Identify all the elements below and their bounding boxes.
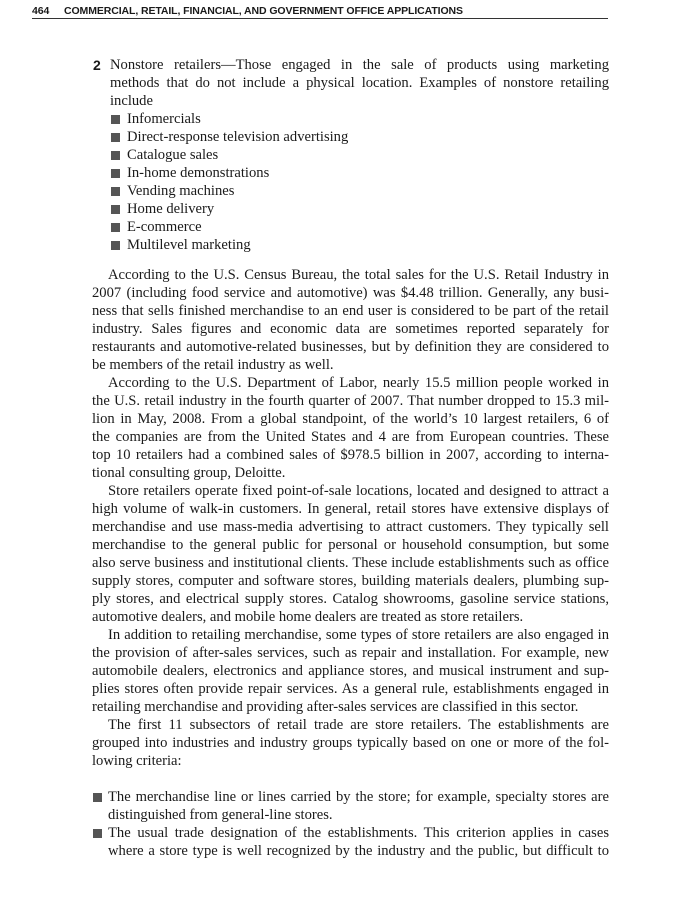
text-line: merchandise and use mass-media advertising to attract customers. They typically sell	[92, 519, 609, 535]
square-bullet-icon	[111, 169, 120, 178]
bullet-item	[111, 182, 609, 200]
bullet-text: Infomercials	[127, 111, 201, 127]
text-line: ness that sells finished merchandise to an end user is considered to be part of the retail	[92, 303, 609, 319]
criterion-item	[93, 788, 609, 824]
text-line: Nonstore retailers—Those engaged in the sale of products using marketing	[110, 57, 609, 73]
text-line: also serve business and institutional clients. These include establishments such as office	[92, 555, 609, 571]
text-line: 2007 (including food service and automotive) was $4.48 trillion. Generally, any busi-	[92, 285, 609, 301]
bullet-item	[111, 218, 609, 236]
bullet-text: E-commerce	[127, 219, 202, 235]
bullet-item	[111, 236, 609, 254]
paragraph	[92, 716, 609, 770]
text-line: The first 11 subsectors of retail trade are store retailers. The establishments are	[108, 717, 609, 733]
bullet-item	[111, 110, 609, 128]
bullet-text: Vending machines	[127, 183, 235, 199]
bullet-item	[111, 200, 609, 218]
text-line: automobile dealers, electronics and appliance stores, and musical instrument and sup-	[92, 663, 609, 679]
text-line: the U.S. retail industry in the fourth quarter of 2007. That number dropped to 15.3 mil-	[92, 393, 609, 409]
square-bullet-icon	[111, 115, 120, 124]
page-number: 464	[32, 5, 50, 17]
text-line: lion in May, 2008. From a global standpoint, of the world’s 10 largest retailers, 6 of	[92, 411, 609, 427]
text-line: The merchandise line or lines carried by the store; for example, specialty stores are	[108, 789, 609, 805]
text-line: high volume of walk-in customers. In general, retail stores have extensive displays of	[92, 501, 609, 517]
paragraph	[92, 374, 609, 482]
text-line: Store retailers operate fixed point-of-sale locations, located and designed to attract a	[108, 483, 609, 499]
bullet-text: Catalogue sales	[127, 147, 219, 163]
bullet-text: Multilevel marketing	[127, 237, 251, 253]
square-bullet-icon	[111, 241, 120, 250]
text-line: restaurants and automotive-related businesses, but by definition they are considered to	[92, 339, 609, 355]
text-line: ply stores, and electrical supply stores. Catalog showrooms, gasoline service stations,	[92, 591, 609, 607]
text-line: industry. Sales figures and economic data are sometimes reported separately for	[92, 321, 609, 337]
paragraph	[92, 482, 609, 626]
text-line: top 10 retailers had a combined sales of $978.5 billion in 2007, according to interna-	[92, 447, 609, 463]
text-line: where a store type is well recognized by the industry and the public, but difficult to	[108, 843, 609, 859]
text-line: be members of the retail industry as well.	[92, 357, 334, 373]
text-line: grouped into industries and industry groups typically based on one or more of the fol-	[92, 735, 609, 751]
text-line: retailing merchandise and providing after-sales services are classified in this sector.	[92, 699, 579, 715]
criterion-text	[108, 788, 609, 824]
bullet-text: Home delivery	[127, 201, 215, 217]
square-bullet-icon	[111, 223, 120, 232]
square-bullet-icon	[111, 187, 120, 196]
square-bullet-icon	[111, 205, 120, 214]
text-line: merchandise to the general public for personal or household consumption, but some	[92, 537, 609, 553]
text-line: include	[110, 93, 153, 109]
numbered-item-nonstore-retailers	[93, 56, 609, 254]
text-line: supply stores, computer and software stores, building materials dealers, plumbing sup-	[92, 573, 609, 589]
paragraph	[92, 266, 609, 374]
text-line: distinguished from general-line stores.	[108, 807, 333, 823]
chapter-title: COMMERCIAL, RETAIL, FINANCIAL, AND GOVERNMENT OFFICE APPLICATIONS	[64, 5, 463, 17]
text-line: automotive dealers, and mobile home dealers are treated as store retailers.	[92, 609, 524, 625]
text-line: The usual trade designation of the establishments. This criterion applies in cases	[108, 825, 609, 841]
text-line: methods that do not include a physical location. Examples of nonstore retailing	[110, 75, 609, 91]
text-line: According to the U.S. Census Bureau, the total sales for the U.S. Retail Industry in	[108, 267, 609, 283]
text-line: tional consulting group, Deloitte.	[92, 465, 286, 481]
bullet-text: In-home demonstrations	[127, 165, 270, 181]
bullet-item	[111, 164, 609, 182]
text-line: the companies are from the United States and 4 are from European countries. These	[92, 429, 609, 445]
text-line: According to the U.S. Department of Labor, nearly 15.5 million people worked in	[108, 375, 609, 391]
item-number: 2	[93, 57, 101, 73]
body-text	[92, 266, 609, 770]
bullet-text: Direct-response television advertising	[127, 129, 349, 145]
text-line: lowing criteria:	[92, 753, 182, 769]
square-bullet-icon	[111, 151, 120, 160]
running-header	[32, 4, 608, 19]
criteria-list	[93, 788, 609, 860]
text-line: In addition to retailing merchandise, some types of store retailers are also engaged in	[108, 627, 609, 643]
bullet-item	[111, 128, 609, 146]
criterion-text	[108, 824, 609, 860]
bullet-item	[111, 146, 609, 164]
square-bullet-icon	[111, 133, 120, 142]
text-line: plies stores often provide repair services. As a general rule, establishments engaged in	[92, 681, 609, 697]
paragraph	[92, 626, 609, 716]
square-bullet-icon	[93, 793, 102, 802]
square-bullet-icon	[93, 829, 102, 838]
criterion-item	[93, 824, 609, 860]
text-line: the provision of after-sales services, such as repair and installation. For example, new	[92, 645, 609, 661]
